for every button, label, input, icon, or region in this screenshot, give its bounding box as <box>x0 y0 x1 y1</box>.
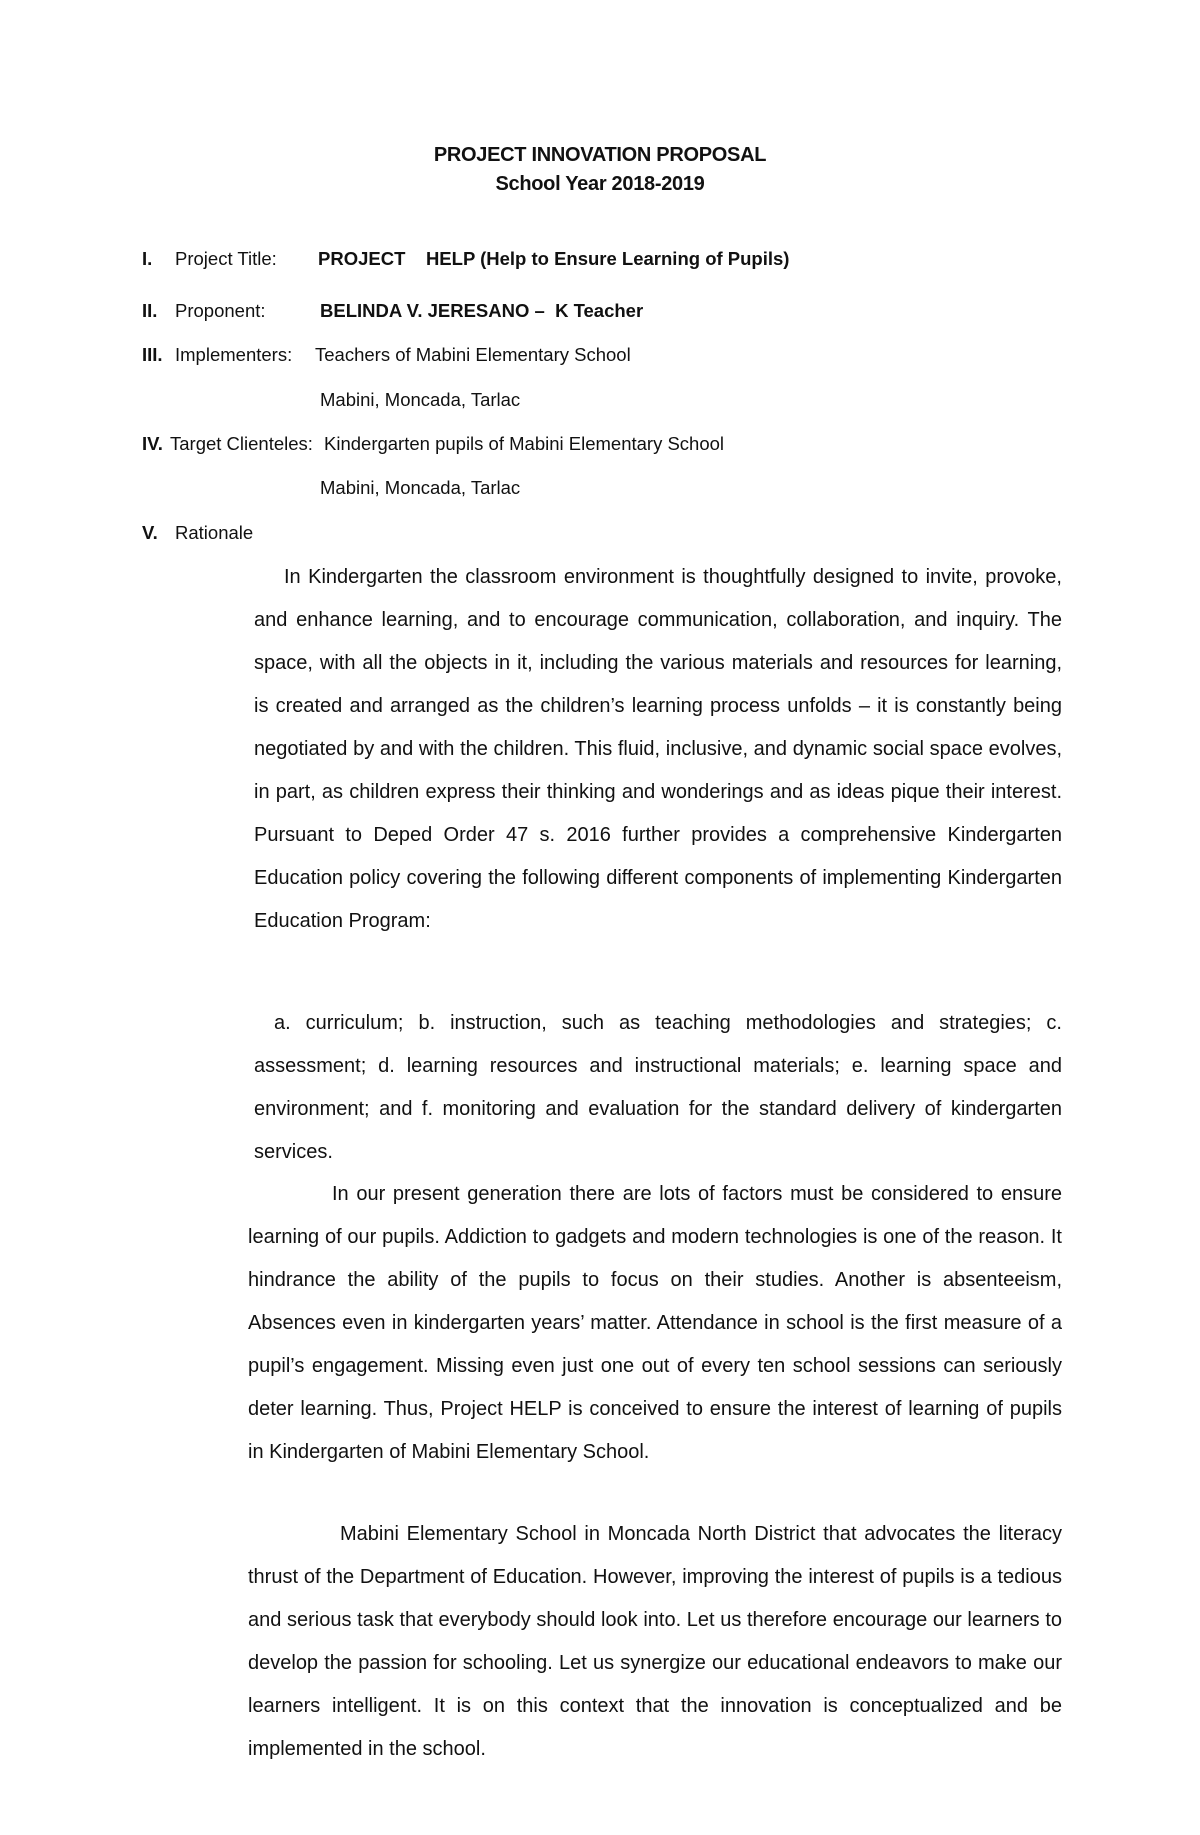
school-year: School Year 2018-2019 <box>495 173 705 195</box>
target-clienteles-address: Mabini, Moncada, Tarlac <box>320 477 521 498</box>
rationale-paragraph-2: a. curriculum; b. instruction, such as teaching methodologies and strategies; c. assessment; d. learning resources and instructional materials; e. learning space and environment; and f. monitoring and evaluation for the standard delivery of kindergarten services. <box>254 1012 1062 1163</box>
implementers-value: Teachers of Mabini Elementary School <box>315 344 631 365</box>
rationale-label: Rationale <box>175 522 254 543</box>
project-title-label: Project Title: <box>175 248 277 269</box>
implementers-label: Implementers: <box>175 344 293 365</box>
target-clienteles-value: Kindergarten pupils of Mabini Elementary School <box>324 433 725 454</box>
rationale-paragraph-4: Mabini Elementary School in Moncada North District that advocates the literacy thrust of the Department of Education. However, improving the interest of pupils is a tedious and serious task that everybody should look into. Let us therefore encourage our learners to develop the passion for schooling. Let us synergize our educational endeavors to make our learners intelligent. It is on this context that the innovation is conceptualized and be implemented in the school. <box>248 1523 1062 1760</box>
project-title-value: PROJECT HELP (Help to Ensure Learning of Pupils) <box>318 248 790 269</box>
target-clienteles-label: Target Clienteles: <box>170 433 313 454</box>
target-clienteles-num: IV. <box>142 433 163 454</box>
rationale-paragraph-1: In Kindergarten the classroom environment is thoughtfully designed to invite, provoke, and enhance learning, and to encourage communication, collaboration, and inquiry. The space, with all the objects in it, including the various materials and resources for learning, is created and arranged as the children’s learning process unfolds – it is constantly being negotiated by and with the children. This fluid, inclusive, and dynamic social space evolves, in part, as children express their thinking and wonderings and as ideas pique their interest. Pursuant to Deped Order 47 s. 2016 further provides a comprehensive Kindergarten Education policy covering the following different components of implementing Kindergarten Education Program: <box>254 566 1062 932</box>
project-title-num: I. <box>142 248 153 269</box>
document-title: PROJECT INNOVATION PROPOSAL <box>433 144 767 166</box>
implementers-num: III. <box>142 344 163 365</box>
proponent-value: BELINDA V. JERESANO – K Teacher <box>320 300 644 321</box>
rationale-paragraph-3: In our present generation there are lots of factors must be considered to ensure learning of our pupils. Addiction to gadgets and modern technologies is one of the reason. It hindrance the ability of the pupils to focus on their studies. Another is absenteeism, Absences even in kindergarten years’ matter. Attendance in school is the first measure of a pupil’s engagement. Missing even just one out of every ten school sessions can seriously deter learning. Thus, Project HELP is conceived to ensure the interest of learning of pupils in Kindergarten of Mabini Elementary School. <box>248 1183 1062 1463</box>
proponent-num: II. <box>142 300 158 321</box>
implementers-address: Mabini, Moncada, Tarlac <box>320 389 521 410</box>
rationale-num: V. <box>142 522 158 543</box>
proponent-label: Proponent: <box>175 300 266 321</box>
